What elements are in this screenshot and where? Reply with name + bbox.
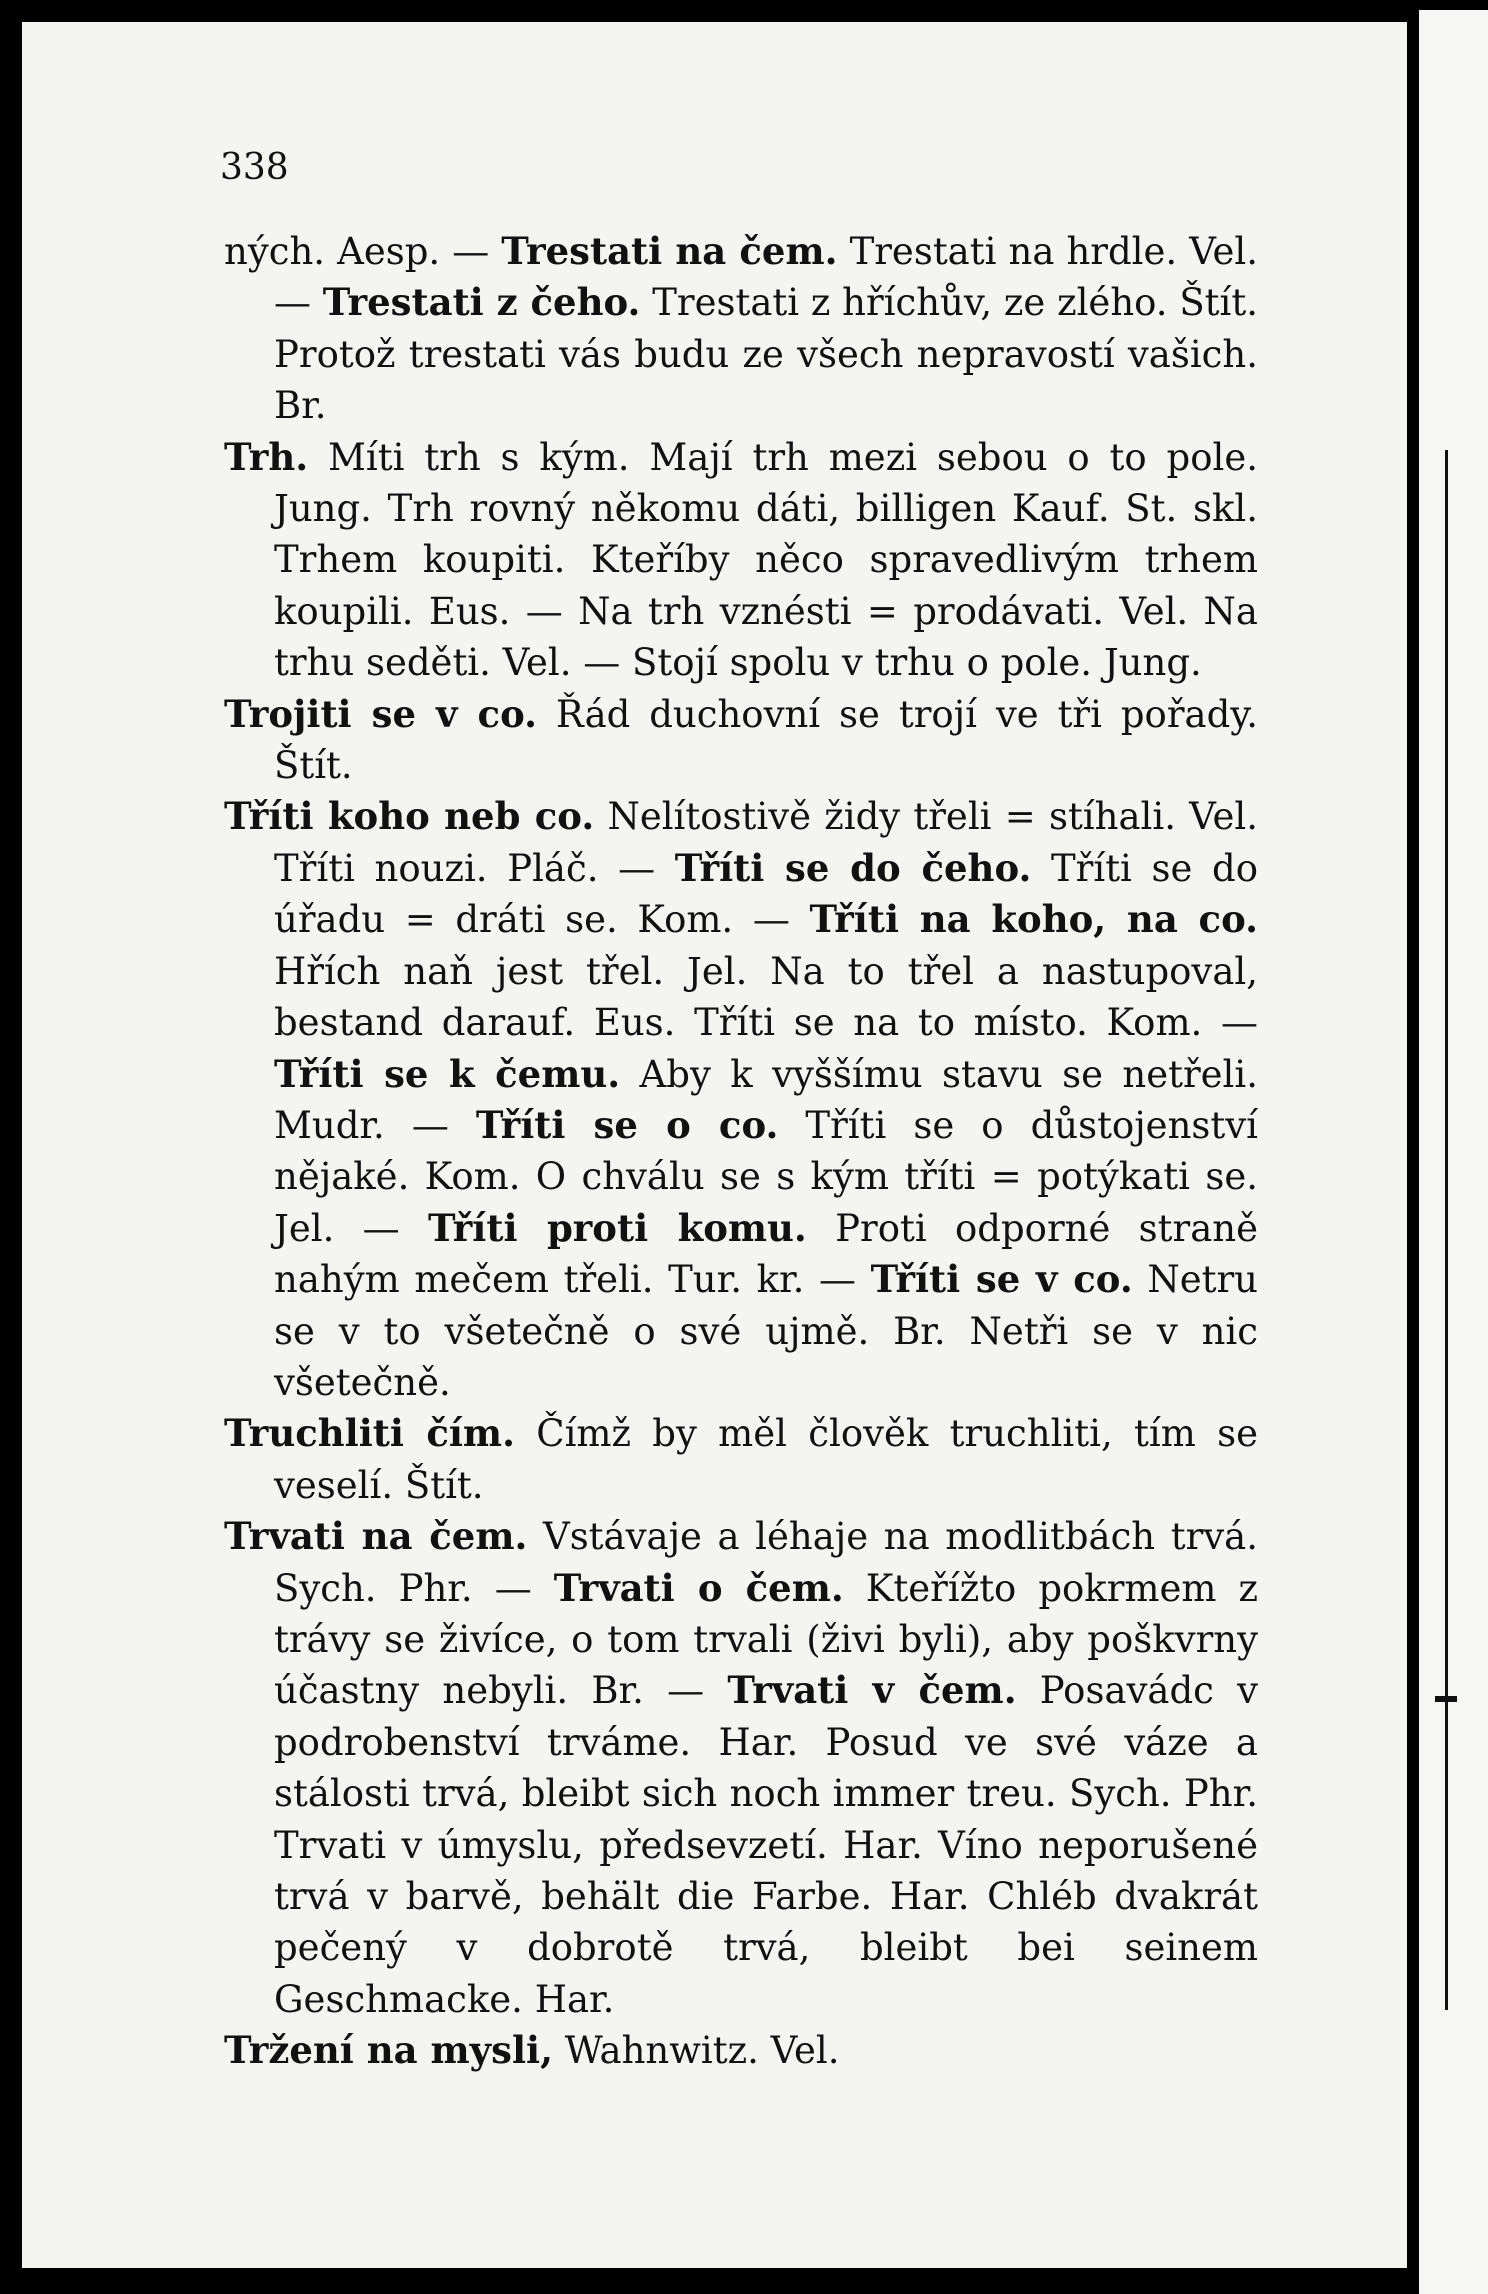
- phrase-bold: Tříti proti komu.: [427, 1205, 807, 1250]
- phrase-bold: Tříti se do čeho.: [674, 845, 1032, 890]
- entry-text: Aby k vyššímu stavu se netřeli. Mudr. —: [274, 1052, 1258, 1147]
- phrase-bold: Trestati na čem.: [501, 229, 838, 273]
- page-number: 338: [220, 147, 289, 188]
- phrase-bold: Tříti se k čemu.: [274, 1051, 621, 1096]
- entry-text: Posavádc v podrobenství trváme. Har. Posud ve své váze a stálosti trvá, bleibt sich noch immer treu. Sych. Phr. Trvati v úmyslu, předsevzetí. Har. Víno neporušené trvá v barvě, behält die Farbe. Har. Chléb dvakrát pečený v dobrotě trvá, bleibt bei seinem Geschmacke. Har.: [274, 1669, 1258, 2021]
- entry-text: Kteřížto pokrmem z trávy se živíce, o tom trvali (živi byli), aby poškvrny účastny nebyli. Br. —: [274, 1566, 1258, 1713]
- entry-text: ných. Aesp. —: [224, 230, 502, 273]
- entry-text: Nelítostivě židy třeli = stíhali. Vel. Tříti nouzi. Pláč. —: [274, 795, 1258, 890]
- adjacent-page-edge: [1419, 10, 1488, 2294]
- dictionary-entry: [224, 432, 1258, 689]
- dictionary-entry: [224, 689, 1258, 792]
- dictionary-entry: [224, 1408, 1258, 1511]
- entry-headword: Trvati na čem.: [224, 1514, 528, 1559]
- phrase-bold: Tříti se o co.: [475, 1102, 779, 1147]
- phrase-bold: Trvati o čem.: [553, 1565, 844, 1610]
- entry-headword: Tržení na mysli,: [224, 2028, 553, 2073]
- phrase-bold: Trestati z čeho.: [322, 280, 641, 325]
- dictionary-entry: [224, 1511, 1258, 2025]
- entry-text: Čímž by měl člověk truchliti, tím se veselí. Štít.: [274, 1412, 1258, 1507]
- entry-text: Míti trh s kým. Mají trh mezi sebou o to pole. Jung. Trh rovný někomu dáti, billigen Kauf. St. skl. Trhem koupiti. Kteříby něco spravedlivým trhem koupili. Eus. — Na trh vznésti = prodávati. Vel. Na trhu seděti. Vel. — Stojí spolu v trhu o pole. Jung.: [274, 435, 1258, 685]
- phrase-bold: Trvati v čem.: [727, 1668, 1017, 1713]
- entry-text: Vstávaje a léhaje na modlitbách trvá. Sych. Phr. —: [274, 1515, 1259, 1610]
- entry-text: Trestati na hrdle. Vel. —: [274, 230, 1259, 325]
- dictionary-entry: [224, 791, 1258, 1408]
- entry-text: Trestati z hříchův, ze zlého. Štít. Protož trestati vás budu ze všech nepravostí vašich. Br.: [274, 281, 1259, 428]
- entry-text: Wahnwitz. Vel.: [552, 2029, 840, 2073]
- entry-text: Tříti se do úřadu = dráti se. Kom. —: [274, 846, 1259, 942]
- phrase-bold: Tříti na koho, na co.: [809, 897, 1258, 942]
- entry-headword: Trh.: [224, 434, 309, 479]
- entry-headword: Truchliti čím.: [224, 1411, 515, 1456]
- phrase-bold: Tříti se v co.: [870, 1257, 1133, 1302]
- entry-text: Netru se v to všetečně o své ujmě. Br. Netři se v nic všetečně.: [274, 1258, 1258, 1404]
- dictionary-entry: [224, 226, 1258, 432]
- entry-text: Řád duchovní se trojí ve tři pořady. Štít.: [274, 692, 1258, 788]
- entry-text: Hřích naň jest třel. Jel. Na to třel a nastupoval, bestand darauf. Eus. Tříti se na to místo. Kom. —: [274, 949, 1258, 1045]
- page-edge-mark: [1435, 1696, 1457, 1702]
- entry-text: Tříti se o důstojenství nějaké. Kom. O chválu se s kým tříti = potýkati se. Jel. —: [274, 1103, 1259, 1250]
- entry-headword: Tříti koho neb co.: [224, 794, 595, 839]
- dictionary-text: [224, 226, 1258, 2077]
- dictionary-entry: [224, 2025, 1258, 2076]
- entry-headword: Trojiti se v co.: [224, 691, 537, 736]
- entry-text: Proti odporné straně nahým mečem třeli. Tur. kr. —: [274, 1206, 1258, 1302]
- page-edge-line: [1445, 450, 1448, 2010]
